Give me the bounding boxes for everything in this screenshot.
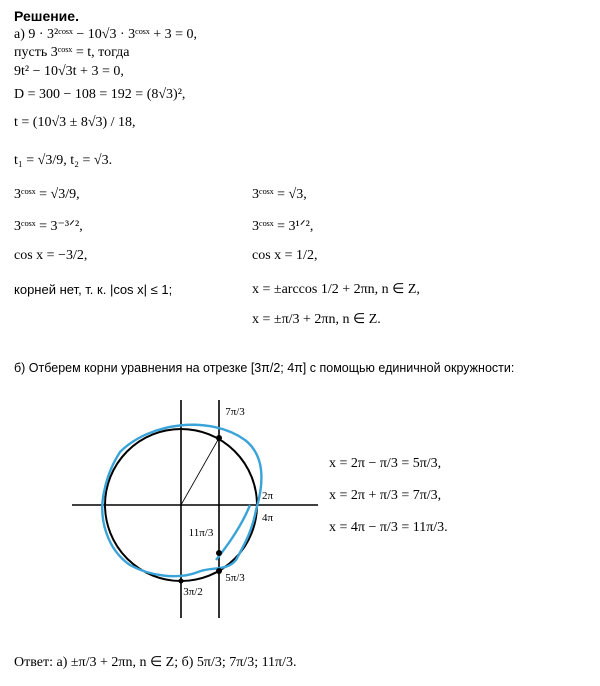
- right-case-line-1: 3ᶜᵒˢˣ = √3,: [252, 187, 307, 202]
- substitution-line: пусть 3ᶜᵒˢˣ = t, тогда: [14, 45, 130, 60]
- left-case-line-4: корней нет, т. к. |cos x| ≤ 1;: [14, 282, 173, 297]
- selection-line-2: x = 2π + π/3 = 7π/3,: [329, 488, 442, 503]
- right-case-line-4: x = ±arccos 1/2 + 2πn, n ∈ Z,: [252, 282, 420, 297]
- left-case-line-1: 3ᶜᵒˢˣ = √3/9,: [14, 187, 80, 202]
- answer-line: Ответ: а) ±π/3 + 2πn, n ∈ Z; б) 5π/3; 7π/3; 11π/3.: [14, 655, 297, 670]
- equation-line-1: а) 9 · 3²ᶜᵒˢˣ − 10√3 · 3ᶜᵒˢˣ + 3 = 0,: [14, 27, 198, 42]
- roots-values-line: t₁ = √3/9, t₂ = √3.: [14, 153, 113, 168]
- part-b-intro: б) Отберем корни уравнения на отрезке [3π/2; 4π] с помощью единичной окружности:: [14, 361, 515, 375]
- right-case-line-5: x = ±π/3 + 2πn, n ∈ Z.: [252, 312, 381, 327]
- roots-formula-line: t = (10√3 ± 8√3) / 18,: [14, 115, 136, 130]
- quadratic-line: 9t² − 10√3t + 3 = 0,: [14, 64, 124, 79]
- hand-drawn-circle-sketch: [102, 425, 261, 576]
- selection-line-3: x = 4π − π/3 = 11π/3.: [329, 520, 448, 535]
- label-7pi3: 7π/3: [225, 406, 245, 418]
- point-11pi3: [216, 550, 222, 556]
- label-2pi: 2π: [262, 490, 274, 502]
- point-3pi2: [179, 579, 184, 584]
- label-5pi3: 5π/3: [225, 572, 245, 584]
- discriminant-line: D = 300 − 108 = 192 = (8√3)²,: [14, 87, 186, 102]
- label-4pi: 4π: [262, 512, 274, 524]
- left-case-line-3: cos x = −3/2,: [14, 248, 88, 263]
- right-case-line-2: 3ᶜᵒˢˣ = 3¹ᐟ²,: [252, 219, 314, 234]
- radius-to-pi3: [181, 438, 219, 505]
- left-case-line-2: 3ᶜᵒˢˣ = 3⁻³ᐟ²,: [14, 219, 83, 234]
- solution-title: Решение.: [14, 8, 79, 24]
- selection-line-1: x = 2π − π/3 = 5π/3,: [329, 456, 442, 471]
- label-11pi3: 11π/3: [188, 527, 214, 539]
- right-case-line-3: cos x = 1/2,: [252, 248, 318, 263]
- label-3pi2: 3π/2: [183, 586, 203, 598]
- point-7pi3: [216, 435, 222, 441]
